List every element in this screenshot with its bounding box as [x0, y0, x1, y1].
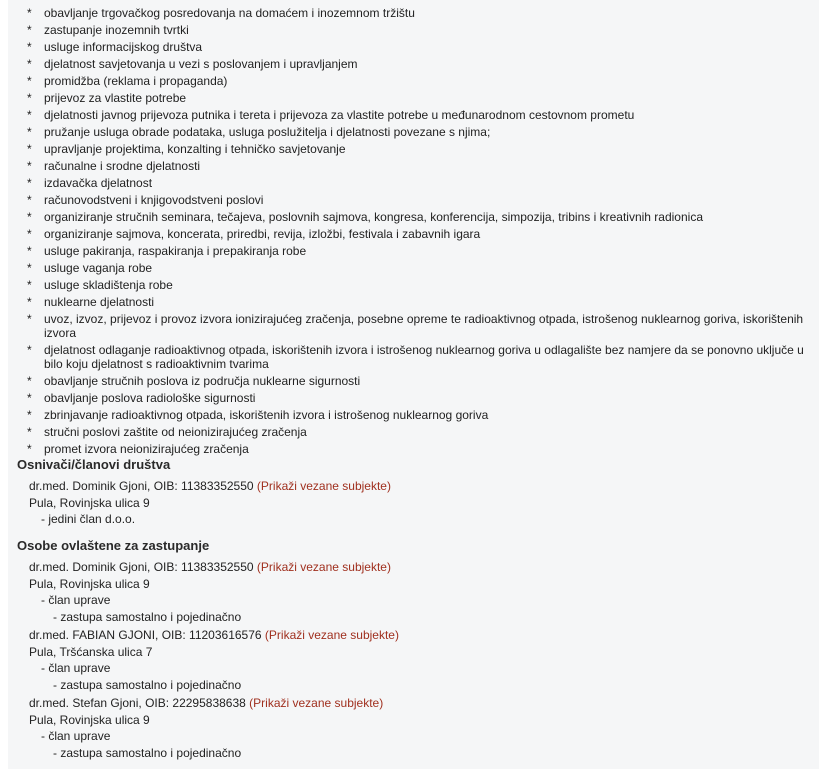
activity-item: * usluge vaganja robe [27, 261, 153, 275]
bullet-icon: * [27, 176, 32, 190]
person-address: Pula, Rovinjska ulica 9 [29, 576, 150, 591]
bullet-icon: * [27, 6, 32, 20]
activity-item: * računovodstveni i knjigovodstveni poslovi [27, 193, 264, 207]
person-authority: - zastupa samostalno i pojedinačno [53, 745, 242, 760]
activity-item: * izdavačka djelatnost [27, 176, 153, 190]
person-address: Pula, Tršćanska ulica 7 [29, 644, 153, 659]
representative-entry [29, 695, 383, 761]
person-role: - član uprave [41, 661, 111, 675]
bullet-icon: * [27, 374, 32, 388]
related-subjects-link[interactable]: (Prikaži vezane subjekte) [249, 696, 384, 710]
activity-item: * računalne i srodne djelatnosti [27, 159, 201, 173]
activity-item: * upravljanje projektima, konzalting i tehničko savjetovanje [27, 142, 346, 156]
bullet-icon: * [27, 74, 32, 88]
bullet-icon: * [27, 210, 32, 224]
activities-list [27, 6, 817, 459]
bullet-icon: * [27, 408, 32, 422]
activity-item: * usluge skladištenja robe [27, 278, 173, 292]
activity-item: * djelatnosti javnog prijevoza putnika i tereta i prijevoza za vlastite potrebe u međunarodnom cestovnom prometu [27, 108, 635, 122]
bullet-icon: * [27, 23, 32, 37]
person-name-line [29, 559, 391, 576]
bullet-icon: * [27, 40, 32, 54]
person-name: dr.med. Dominik Gjoni, OIB: 11383352550 [29, 560, 254, 574]
person-authority: - zastupa samostalno i pojedinačno [53, 677, 242, 692]
bullet-icon: * [27, 261, 32, 275]
person-role: - jedini član d.o.o. [41, 512, 136, 526]
activity-item: * usluge informacijskog društva [27, 40, 203, 54]
representatives-heading: Osobe ovlaštene za zastupanje [17, 538, 210, 553]
activity-item: * promidžba (reklama i propaganda) [27, 74, 228, 88]
activity-item: * djelatnost odlaganje radioaktivnog otpada, iskorištenih izvora i istrošenog nuklearnog goriva u odlagalište bez namjere da se ponovno uključe u bilo koju djelatnost s radioaktivnim tvarima [27, 343, 804, 371]
bullet-icon: * [27, 295, 32, 309]
activity-item: * obavljanje stručnih poslova iz područja nuklearne sigurnosti [27, 374, 361, 388]
bullet-icon: * [27, 391, 32, 405]
activity-item: * promet izvora neionizirajućeg zračenja [27, 442, 249, 456]
activity-item: * zbrinjavanje radioaktivnog otpada, iskorištenih izvora i istrošenog nuklearnog goriva [27, 408, 489, 422]
person-name-line [29, 627, 399, 644]
activity-item: * zastupanje inozemnih tvrtki [27, 23, 189, 37]
person-role: - član uprave [41, 593, 111, 607]
bullet-icon: * [27, 91, 32, 105]
bullet-icon: * [27, 312, 32, 326]
founders-heading: Osnivači/članovi društva [17, 457, 171, 472]
activity-item: * obavljanje poslova radiološke sigurnosti [27, 391, 256, 405]
activity-item: * uvoz, izvoz, prijevoz i provoz izvora ionizirajućeg zračenja, posebne opreme te radioaktivnog otpada, istrošenog nuklearnog goriva, iskorištenih izvora [27, 312, 804, 340]
person-address: Pula, Rovinjska ulica 9 [29, 495, 150, 510]
bullet-icon: * [27, 108, 32, 122]
activity-item: * djelatnost savjetovanja u vezi s poslovanjem i upravljanjem [27, 57, 358, 71]
person-name-line [29, 695, 383, 712]
representative-entry [29, 627, 399, 693]
related-subjects-link[interactable]: (Prikaži vezane subjekte) [256, 560, 391, 574]
bullet-icon: * [27, 57, 32, 71]
company-details-panel [8, 0, 819, 769]
bullet-icon: * [27, 227, 32, 241]
bullet-icon: * [27, 425, 32, 439]
person-name: dr.med. Stefan Gjoni, OIB: 22295838638 [29, 696, 246, 710]
activity-item: * pružanje usluga obrade podataka, usluga poslužitelja i djelatnosti povezane s njima; [27, 125, 491, 139]
activity-item: * prijevoz za vlastite potrebe [27, 91, 187, 105]
bullet-icon: * [27, 125, 32, 139]
representative-entry [29, 559, 391, 625]
person-address: Pula, Rovinjska ulica 9 [29, 712, 150, 727]
person-role: - član uprave [41, 729, 111, 743]
activity-item: * obavljanje trgovačkog posredovanja na domaćem i inozemnom tržištu [27, 6, 415, 20]
activity-item: * usluge pakiranja, raspakiranja i prepakiranja robe [27, 244, 307, 258]
activity-item: * organiziranje sajmova, koncerata, priredbi, revija, izložbi, festivala i zabavnih igara [27, 227, 481, 241]
activity-item: * stručni poslovi zaštite od neionizirajućeg zračenja [27, 425, 307, 439]
person-name: dr.med. FABIAN GJONI, OIB: 11203616576 [29, 628, 262, 642]
related-subjects-link[interactable]: (Prikaži vezane subjekte) [264, 628, 399, 642]
founder-entry [29, 478, 391, 528]
person-name-line [29, 478, 391, 495]
person-name: dr.med. Dominik Gjoni, OIB: 11383352550 [29, 479, 254, 493]
bullet-icon: * [27, 278, 32, 292]
bullet-icon: * [27, 142, 32, 156]
bullet-icon: * [27, 343, 32, 357]
bullet-icon: * [27, 159, 32, 173]
bullet-icon: * [27, 193, 32, 207]
bullet-icon: * [27, 244, 32, 258]
person-authority: - zastupa samostalno i pojedinačno [53, 609, 242, 624]
bullet-icon: * [27, 442, 32, 456]
related-subjects-link[interactable]: (Prikaži vezane subjekte) [256, 479, 391, 493]
activity-item: * nuklearne djelatnosti [27, 295, 155, 309]
activity-item: * organiziranje stručnih seminara, tečajeva, poslovnih sajmova, kongresa, konferencija, simpozija, tribins i kreativnih radionica [27, 210, 703, 224]
